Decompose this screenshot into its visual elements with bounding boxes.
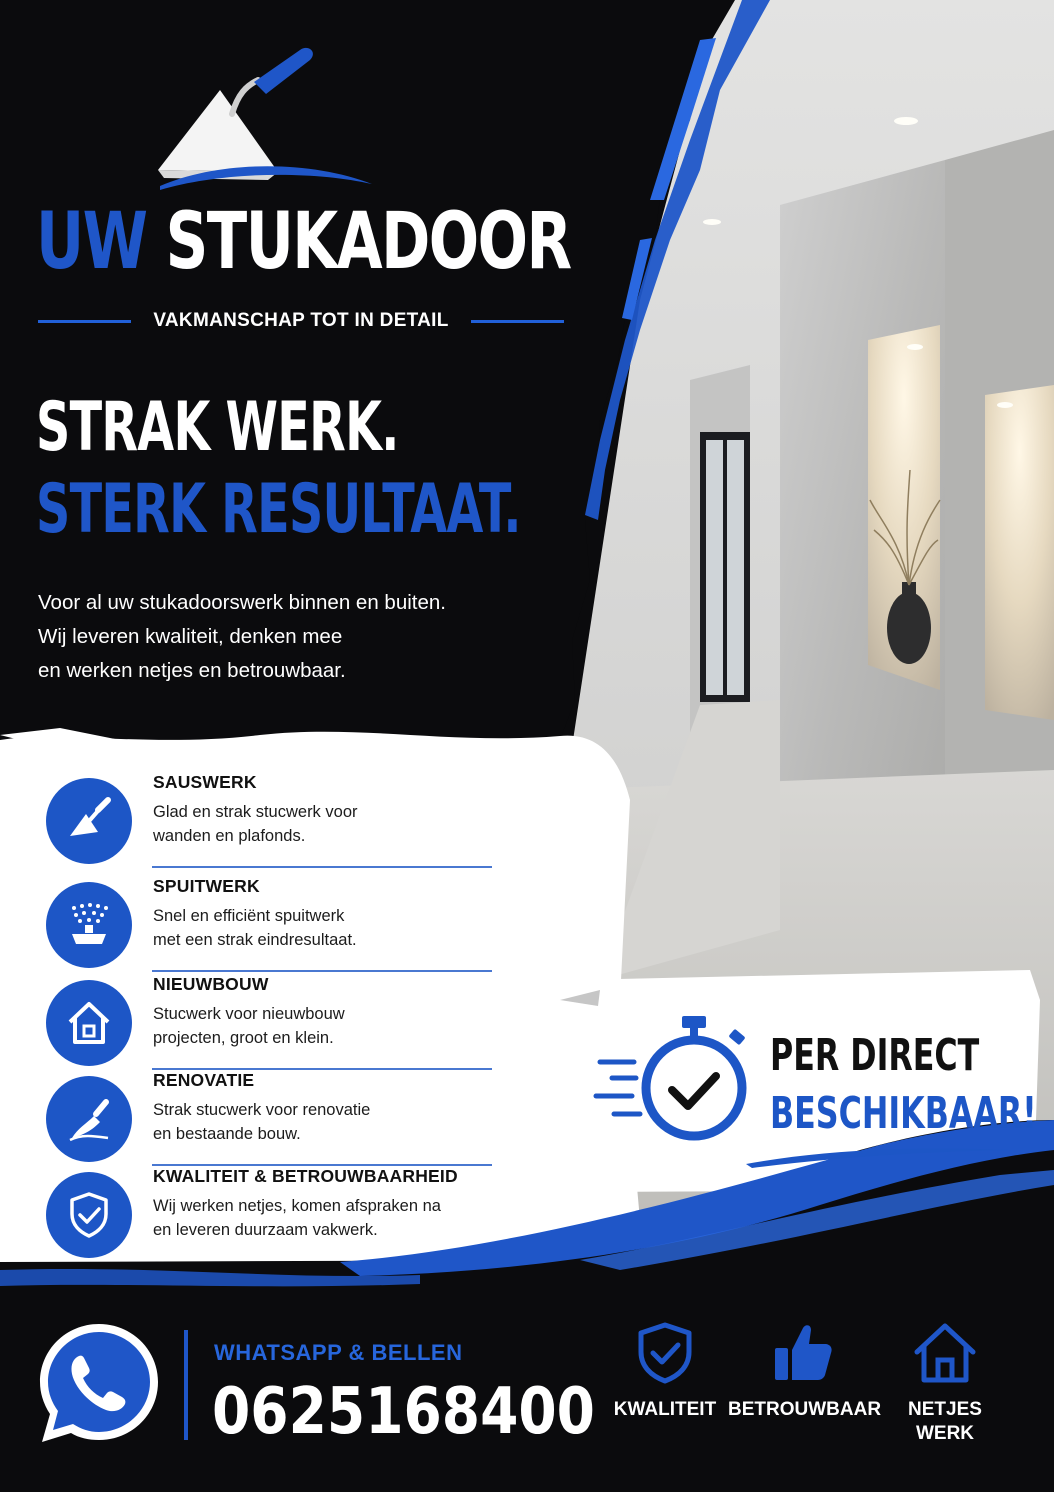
headline-line1: STRAK WERK.	[36, 388, 399, 467]
availability-underline	[742, 1140, 1012, 1170]
service-description-line2: projecten, groot en klein.	[153, 1029, 334, 1047]
shield-check-icon	[64, 1190, 114, 1240]
service-title: SPUITWERK	[153, 876, 260, 896]
availability-line1: PER DIRECT	[770, 1030, 980, 1081]
service-description-line2: met een strak eindresultaat.	[153, 931, 357, 949]
badge-label: BETROUWBAAR	[728, 1399, 882, 1420]
service-renovatie	[46, 1070, 492, 1166]
intro-text	[38, 586, 598, 688]
service-divider	[152, 866, 492, 868]
badge-label: KWALITEIT	[613, 1399, 717, 1420]
service-description-line2: en leveren duurzaam vakwerk.	[153, 1221, 378, 1239]
service-description	[153, 800, 493, 848]
plastering-tool-icon	[64, 1094, 114, 1144]
service-icon-circle	[46, 882, 132, 968]
shield-check-icon	[636, 1322, 694, 1384]
availability-line2: BESCHIKBAAR!	[770, 1088, 1037, 1139]
badge-betrouwbaar	[728, 1320, 882, 1422]
service-description-line2: en bestaande bouw.	[153, 1125, 301, 1143]
brand-name	[36, 196, 571, 288]
service-nieuwbouw	[46, 974, 492, 1070]
contact-divider	[184, 1330, 188, 1440]
service-icon-circle	[46, 778, 132, 864]
badge-netjes-werk	[870, 1320, 1020, 1446]
service-kwaliteit	[46, 1166, 492, 1252]
phone-number[interactable]: 0625168400	[212, 1375, 595, 1449]
service-title: KWALITEIT & BETROUWBAARHEID	[153, 1166, 458, 1186]
service-description-line1: Glad en strak stucwerk voor	[153, 803, 358, 821]
service-sauswerk	[46, 772, 492, 868]
service-divider	[152, 970, 492, 972]
service-icon-circle	[46, 980, 132, 1066]
headline-line2: STERK RESULTAAT.	[36, 470, 521, 549]
thumbs-up-icon	[771, 1320, 835, 1384]
tagline-rule-right	[471, 320, 564, 323]
service-description-line2: wanden en plafonds.	[153, 827, 306, 845]
intro-line1: Voor al uw stukadoorswerk binnen en buiten.	[38, 591, 446, 614]
whatsapp-icon[interactable]	[34, 1318, 164, 1448]
service-title: RENOVATIE	[153, 1070, 255, 1090]
service-description-line1: Wij werken netjes, komen afspraken na	[153, 1197, 441, 1215]
tagline: VAKMANSCHAP TOT IN DETAIL	[153, 310, 449, 331]
service-title: NIEUWBOUW	[153, 974, 269, 994]
trowel-logo-icon	[150, 42, 380, 194]
badge-kwaliteit	[590, 1322, 740, 1422]
service-title: SAUSWERK	[153, 772, 257, 792]
trowel-icon	[64, 796, 114, 846]
service-description-line1: Snel en efficiënt spuitwerk	[153, 907, 345, 925]
service-spuitwerk	[46, 876, 492, 972]
stopwatch-check-icon	[592, 1010, 762, 1150]
service-description	[153, 1098, 493, 1146]
house-icon	[912, 1320, 978, 1384]
service-description	[153, 1194, 513, 1242]
tagline-rule-left	[38, 320, 131, 323]
house-icon	[64, 998, 114, 1048]
service-description-line1: Strak stucwerk voor renovatie	[153, 1101, 371, 1119]
service-icon-circle	[46, 1076, 132, 1162]
service-description	[153, 1002, 493, 1050]
brand-name-part2: STUKADOOR	[165, 197, 571, 287]
service-icon-circle	[46, 1172, 132, 1258]
tagline-row	[38, 306, 564, 336]
contact-label: WHATSAPP & BELLEN	[214, 1340, 463, 1365]
spray-icon	[64, 900, 114, 950]
badge-label: NETJES WERK	[908, 1399, 982, 1444]
service-description-line1: Stucwerk voor nieuwbouw	[153, 1005, 345, 1023]
intro-line2: Wij leveren kwaliteit, denken mee	[38, 625, 343, 648]
brand-name-part1: UW	[36, 197, 147, 287]
intro-line3: en werken netjes en betrouwbaar.	[38, 659, 346, 682]
service-description	[153, 904, 493, 952]
